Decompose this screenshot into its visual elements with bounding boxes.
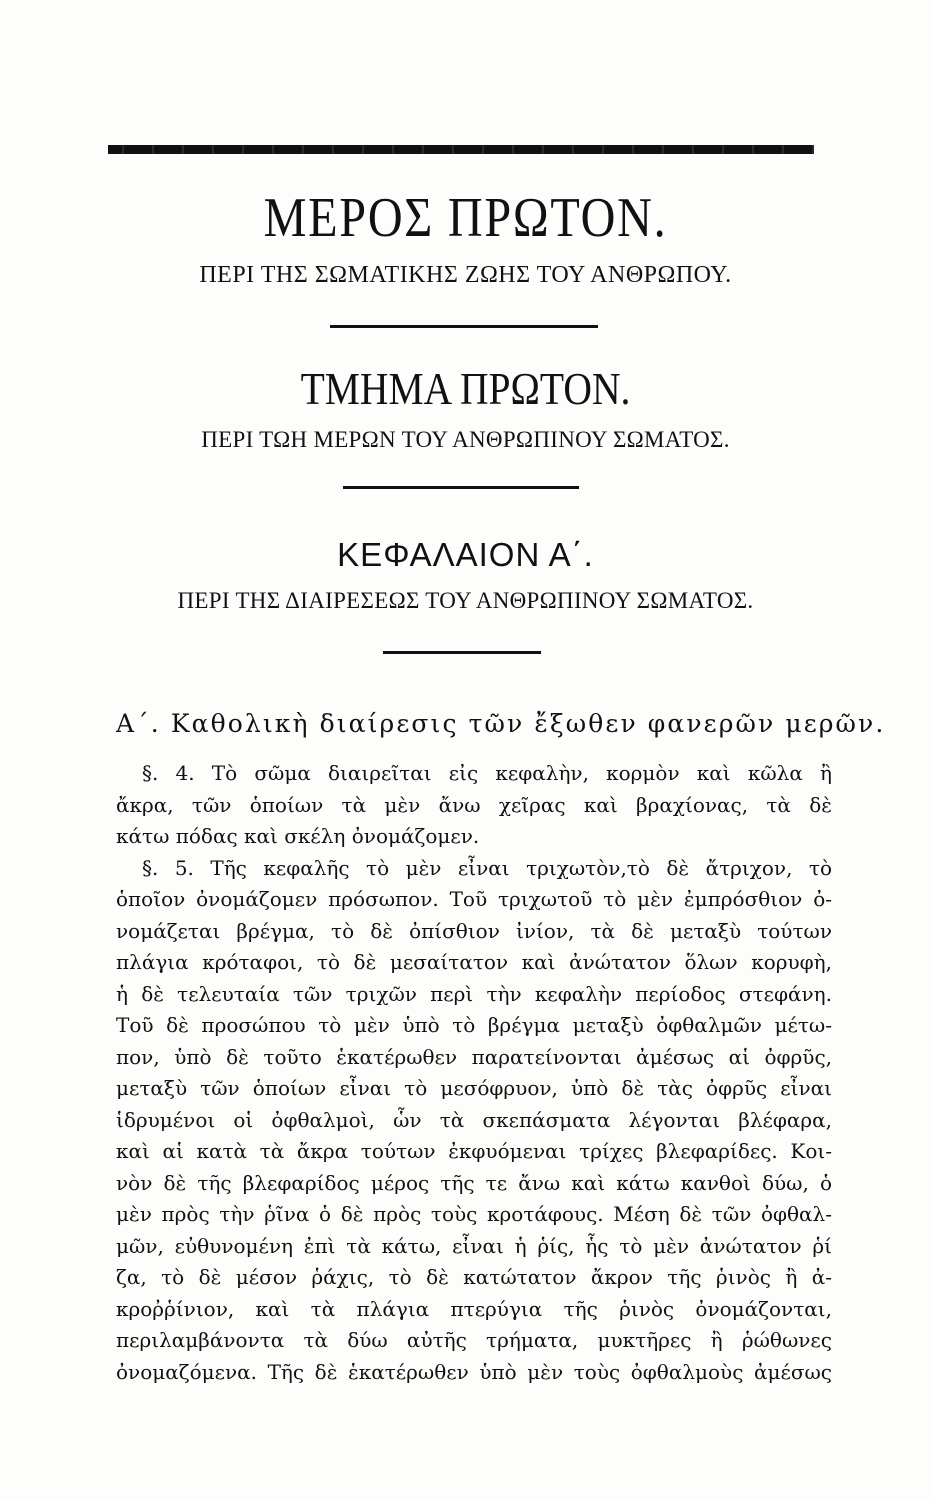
divider-rule [343, 486, 579, 489]
section-subtitle: ΠΕΡΙ ΤΩΗ ΜΕΡΩΝ ΤΟΥ ΑΝΘΡΩΠΙΝΟΥ ΣΩΜΑΤΟΣ. [201, 427, 730, 452]
section-title: ΤΜΗΜΑ ΠΡΩΤΟΝ. [300, 363, 631, 414]
divider-rule [330, 325, 598, 328]
text-line: κροῤῥίνιον, καὶ τὰ πλάγια πτερύγια τῆς ῥινὸς ὀνομάζονται, [116, 1296, 832, 1321]
part-subtitle: ΠΕΡΙ ΤΗΣ ΣΩΜΑΤΙΚΗΣ ΖΩΗΣ ΤΟΥ ΑΝΘΡΩΠΟΥ. [199, 262, 732, 288]
text-line: νομάζεται βρέγμα, τὸ δὲ ὀπίσθιον ἰνίον, τὰ δὲ μεταξὺ τούτων [116, 918, 832, 943]
text-line: §. 5. Τῆς κεφαλῆς τὸ μὲν εἶναι τριχωτὸν,τὸ δὲ ἄτριχον, τὸ [142, 855, 832, 880]
text-line: μεταξὺ τῶν ὁποίων εἶναι τὸ μεσόφρυον, ὑπὸ δὲ τὰς ὀφρῦς εἶναι [116, 1076, 832, 1100]
subheading: Α΄. Καθολικὴ διαίρεσις τῶν ἔξωθεν φανερῶν μερῶν. [116, 709, 886, 738]
text-line: περιλαμβάνοντα τὰ δύω αὐτῆς τρήματα, μυκτῆρες ἢ ῥώθωνες [116, 1328, 832, 1352]
top-decorative-rule [108, 145, 814, 154]
text-line: πον, ὑπὸ δὲ τοῦτο ἑκατέρωθεν παρατείνονται ἀμέσως αἱ ὀφρῦς, [116, 1044, 832, 1069]
text-line: ἡ δὲ τελευταία τῶν τριχῶν περὶ τὴν κεφαλὴν περίοδος στεφάνη. [116, 981, 832, 1006]
text-line: καὶ αἱ κατὰ τὰ ἄκρα τούτων ἐκφυόμεναι τρίχες βλεφαρίδες. Κοι- [116, 1139, 832, 1163]
text-line: πλάγια κρόταφοι, τὸ δὲ μεσαίτατον καὶ ἀνώτατον ὅλων κορυφὴ, [116, 950, 832, 974]
text-line: ὀνομαζόμενα. Τῆς δὲ ἑκατέρωθεν ὑπὸ μὲν τοὺς ὀφθαλμοὺς ἀμέσως [116, 1359, 832, 1384]
divider-rule [383, 651, 541, 654]
text-line: Τοῦ δὲ προσώπου τὸ μὲν ὑπὸ τὸ βρέγμα μεταξὺ ὀφθαλμῶν μέτω- [116, 1013, 832, 1037]
chapter-subtitle: ΠΕΡΙ ΤΗΣ ΔΙΑΙΡΕΣΕΩΣ ΤΟΥ ΑΝΘΡΩΠΙΝΟΥ ΣΩΜΑΤΟΣ. [177, 588, 754, 613]
text-line: νὸν δὲ τῆς βλεφαρίδος μέρος τῆς τε ἄνω καὶ κάτω κανθοὶ δύω, ὁ [116, 1170, 832, 1195]
text-line: ἱδρυμένοι οἱ ὀφθαλμοὶ, ὧν τὰ σκεπάσματα λέγονται βλέφαρα, [116, 1107, 832, 1132]
body-text [116, 758, 832, 1388]
chapter-title: ΚΕΦΑΛΑΙΟΝ Α΄. [337, 536, 594, 573]
text-line: ὁποῖον ὀνομάζομεν πρόσωπον. Τοῦ τριχωτοῦ τὸ μὲν ἐμπρόσθιον ὀ- [116, 887, 832, 911]
text-line: κάτω πόδας καὶ σκέλη ὀνομάζομεν. [116, 824, 480, 848]
text-line: μῶν, εὐθυνομένη ἐπὶ τὰ κάτω, εἶναι ἡ ῥίς, ἧς τὸ μὲν ἀνώτατον ῥί [116, 1233, 832, 1258]
text-line: ἄκρα, τῶν ὁποίων τὰ μὲν ἄνω χεῖρας καὶ βραχίονας, τὰ δὲ [116, 792, 832, 817]
text-line: μὲν πρὸς τὴν ῥῖνα ὁ δὲ πρὸς τοὺς κροτάφους. Μέση δὲ τῶν ὀφθαλ- [116, 1202, 832, 1226]
part-title: ΜΕΡΟΣ ΠΡΩΤΟΝ. [263, 187, 668, 249]
text-line: ζα, τὸ δὲ μέσον ῥάχις, τὸ δὲ κατώτατον ἄκρον τῆς ῥινὸς ἢ ἀ- [116, 1265, 832, 1289]
text-line: §. 4. Τὸ σῶμα διαιρεῖται εἰς κεφαλὴν, κορμὸν καὶ κῶλα ἢ [142, 761, 832, 785]
